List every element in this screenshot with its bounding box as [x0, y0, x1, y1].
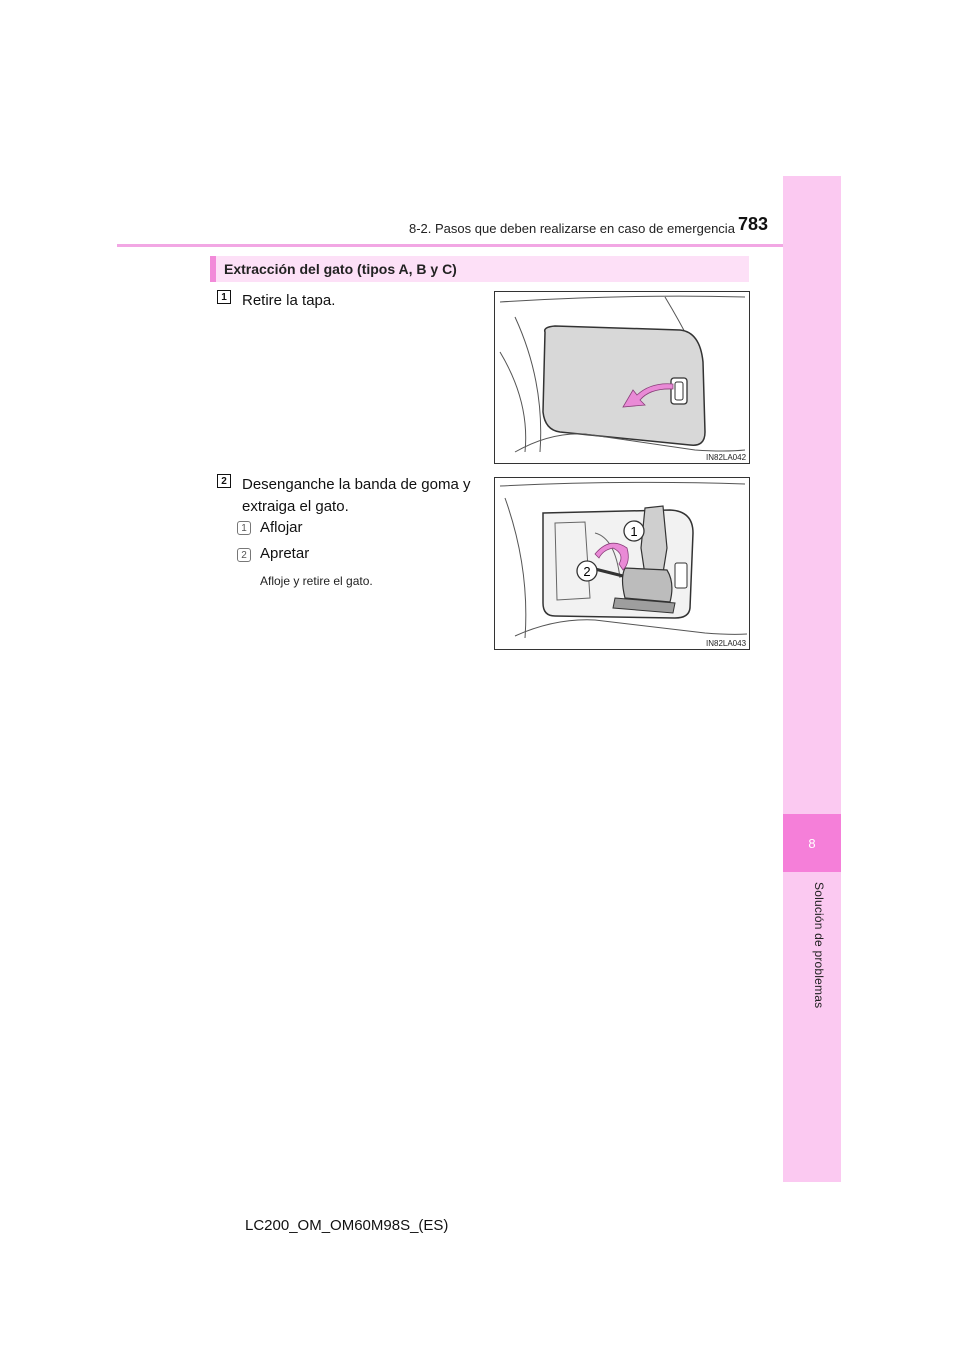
- figure-remove-jack: [494, 477, 750, 650]
- chapter-label: Solución de problemas: [812, 882, 826, 1009]
- cover-illustration: [495, 292, 750, 464]
- header-divider: [117, 244, 783, 247]
- sub-item-loosen: Aflojar: [260, 519, 303, 536]
- jack-illustration: [495, 478, 750, 650]
- callout-2-label: 2: [583, 564, 591, 579]
- sub-item-tighten: Apretar: [260, 545, 310, 562]
- section-heading: [210, 256, 749, 282]
- step-2-text-line-2: extraiga el gato.: [242, 498, 349, 515]
- figure-code: IN82LA042: [706, 453, 747, 462]
- sub-item-number-1: 1: [237, 521, 251, 535]
- sub-item-number-2: 2: [237, 548, 251, 562]
- page-number: 783: [738, 214, 769, 234]
- figure-code: IN82LA043: [706, 639, 747, 648]
- section-heading-text: Extracción del gato (tipos A, B y C): [224, 261, 457, 277]
- step-2-note: Afloje y retire el gato.: [260, 574, 373, 588]
- section-title: 8-2. Pasos que deben realizarse en caso de emergencia: [409, 221, 735, 236]
- footer-document-code: LC200_OM_OM60M98S_(ES): [245, 1217, 449, 1234]
- callout-1-label: 1: [630, 524, 638, 539]
- step-1-text: Retire la tapa.: [242, 292, 336, 309]
- chapter-side-tab: [783, 176, 841, 1182]
- chapter-number: 8: [808, 835, 816, 851]
- step-number-1: 1: [217, 290, 231, 304]
- figure-remove-cover: [494, 291, 750, 464]
- step-2-text-line-1: Desenganche la banda de goma y: [242, 476, 471, 493]
- step-number-2: 2: [217, 474, 231, 488]
